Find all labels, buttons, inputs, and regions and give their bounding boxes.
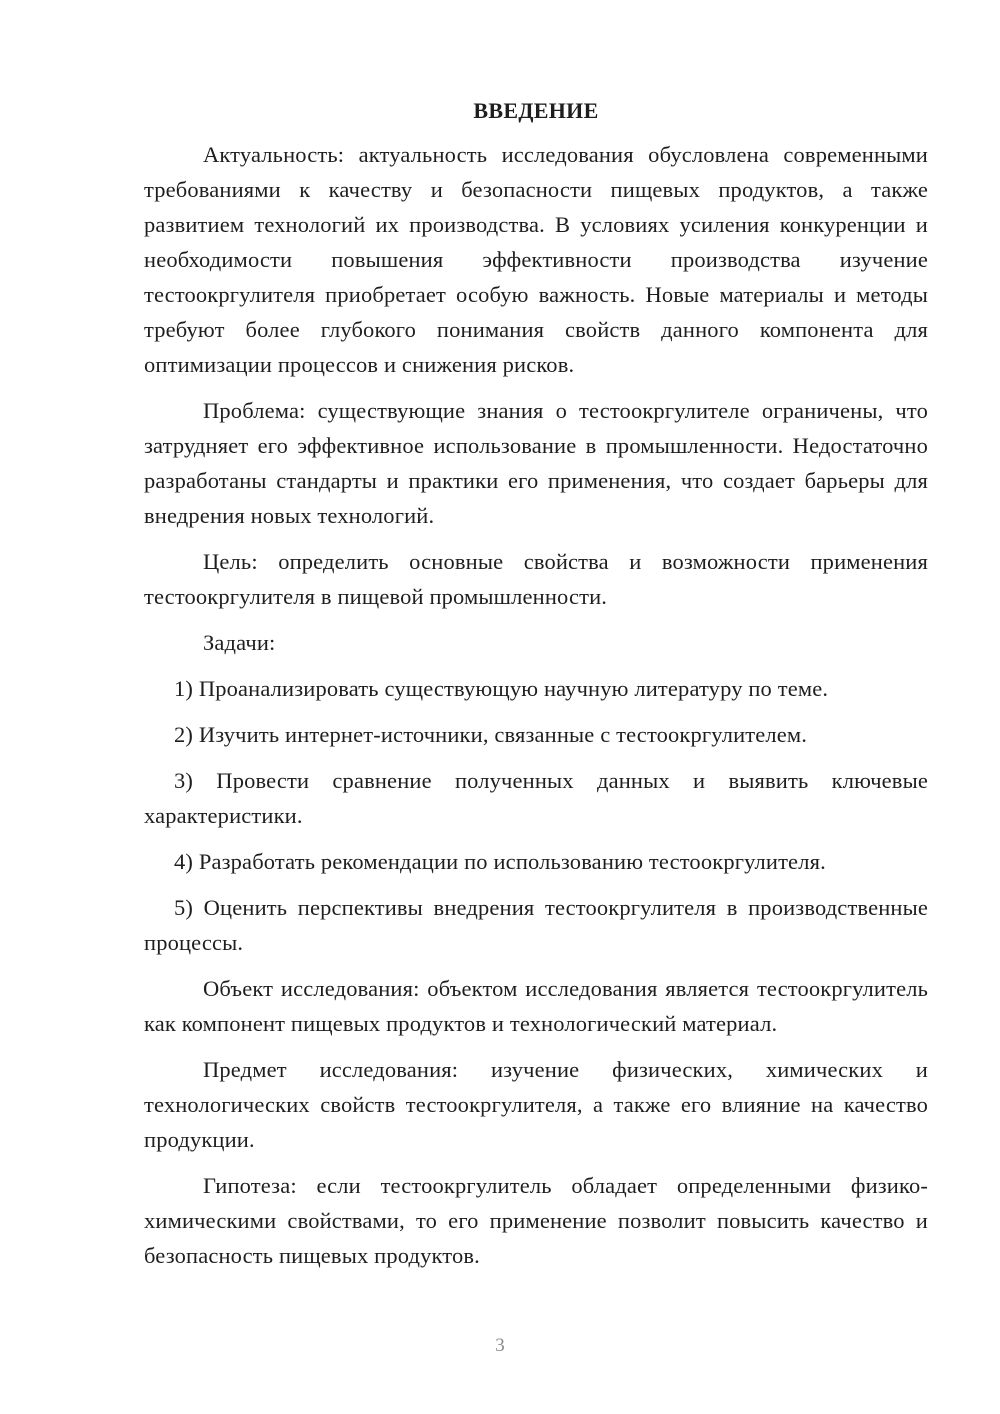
paragraph-goal: Цель: определить основные свойства и возможности применения тестоокргулителя в пищевой промышленности. <box>144 549 928 609</box>
task-item-4: 4) Разработать рекомендации по использованию тестоокргулителя. <box>174 849 826 874</box>
paragraph-relevance: Актуальность: актуальность исследования обусловлена современными требованиями к качеству и безопасности пищевых продуктов, а также развитием технологий их производства. В условиях усиления конкуренции и необходимости повышения эффективности производства изучение тестоокргулителя приобретает особую важность. Новые материалы и методы требуют более глубокого понимания свойств данного компонента для оптимизации процессов и снижения рисков. <box>144 142 928 377</box>
page-number: 3 <box>495 1335 505 1356</box>
task-item-3: 3) Провести сравнение полученных данных и выявить ключевые характеристики. <box>144 768 928 828</box>
paragraph-subject: Предмет исследования: изучение физических, химических и технологических свойств тестоокргулителя, а также его влияние на качество продукции. <box>144 1057 928 1152</box>
task-item-1: 1) Проанализировать существующую научную литературу по теме. <box>174 676 829 701</box>
section-title: ВВЕДЕНИЕ <box>473 98 599 123</box>
paragraph-object: Объект исследования: объектом исследования является тестоокргулитель как компонент пищевых продуктов и технологический материал. <box>144 976 928 1036</box>
paragraph-tasks-heading: Задачи: <box>203 630 276 655</box>
paragraph-hypothesis: Гипотеза: если тестоокргулитель обладает определенными физико-химическими свойствами, то его применение позволит повысить качество и безопасность пищевых продуктов. <box>144 1173 928 1268</box>
paragraph-problem: Проблема: существующие знания о тестоокргулителе ограничены, что затрудняет его эффективное использование в промышленности. Недостаточно разработаны стандарты и практики его применения, что создает барьеры для внедрения новых технологий. <box>144 398 928 528</box>
task-item-2: 2) Изучить интернет-источники, связанные с тестоокргулителем. <box>174 722 808 747</box>
task-item-5: 5) Оценить перспективы внедрения тестоокргулителя в производственные процессы. <box>144 895 928 955</box>
document-body <box>144 96 928 1284</box>
